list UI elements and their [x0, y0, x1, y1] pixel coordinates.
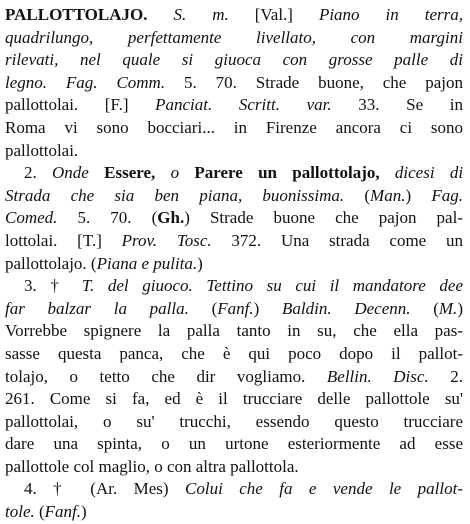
text-run: pallottolai.	[5, 140, 79, 160]
italic-text: quadrilungo, perfettamente livellato, con margini	[5, 27, 463, 47]
entry-line	[5, 27, 463, 50]
text-run: Roma vi sono bocciari... in Firenze ancora ci sono	[5, 117, 463, 137]
italic-text: Strada che sia ben piana, buonissima.	[5, 185, 345, 205]
entry-line	[5, 366, 463, 389]
text-run	[89, 163, 104, 182]
entry-line	[5, 207, 463, 230]
entry-line	[5, 320, 463, 343]
italic-text: dicesi di	[394, 163, 464, 183]
bold-text: Gh.	[157, 208, 185, 228]
italic-text: Man.	[370, 185, 406, 205]
bold-text: Essere,	[104, 163, 156, 183]
entry-line	[5, 230, 463, 253]
italic-text: M.	[438, 298, 458, 318]
text-run: (	[344, 185, 371, 205]
entry-line	[5, 298, 463, 321]
text-run	[147, 5, 173, 24]
italic-text: rilevati, nel quale si giuoca con grosse palle di	[5, 50, 463, 70]
italic-text: T. del giuoco. Tettino su cui il mandatore dee	[81, 276, 463, 296]
text-run: (	[188, 298, 218, 318]
text-run: tolajo, o tetto che dir vogliamo.	[5, 366, 327, 386]
italic-text: S. m.	[173, 5, 229, 24]
text-run: pallottolajo. (	[5, 253, 97, 273]
italic-text: Piano in terra,	[318, 5, 463, 24]
text-run: pallottolai. [F.]	[5, 95, 156, 115]
text-run: pallottole col maglio, o con altra pallottola.	[5, 456, 299, 476]
text-run: )	[405, 185, 432, 205]
text-run: dare una spinta, o un urtone esteriormente ad esse	[5, 434, 463, 454]
text-run: ) Strade buone che pajon pal-	[184, 208, 463, 228]
text-run: )	[457, 298, 463, 318]
text-run: )	[81, 502, 87, 522]
entry-line	[5, 162, 463, 185]
italic-text: Bellin. Disc.	[326, 366, 429, 386]
text-run	[380, 163, 395, 182]
italic-text: legno.	[5, 72, 48, 92]
entry-line	[5, 388, 463, 411]
italic-text: Comed.	[5, 208, 58, 228]
text-run	[155, 163, 170, 182]
entry-line	[5, 117, 463, 140]
entry-line	[5, 140, 463, 163]
entry-line	[5, 253, 463, 276]
text-run: Vorrebbe spignere la palla tanto in su, che ella pas-	[5, 321, 463, 341]
entry-line	[5, 343, 463, 366]
entry-line	[5, 433, 463, 456]
entry-line	[5, 49, 463, 72]
text-run: [Val.]	[228, 5, 319, 24]
entry-line	[5, 478, 463, 501]
text-run: pallottolai, o su' trucchi, essendo questo trucciare	[5, 411, 463, 431]
entry-line	[5, 456, 463, 479]
text-run: 2.	[24, 163, 53, 183]
text-run: 3. †	[24, 276, 82, 296]
italic-text: Baldin. Decenn.	[282, 298, 411, 318]
text-run: )	[253, 298, 283, 318]
text-run: 261. Come si fa, ed è il trucciare delle pallottole su'	[5, 389, 463, 409]
italic-text: Panciat. Scritt. var.	[155, 95, 332, 115]
entry-line	[5, 501, 463, 524]
text-run	[47, 73, 66, 92]
italic-text: o	[170, 163, 180, 183]
text-run: sasse questa panca, che è qui poco dopo il pallot-	[5, 343, 463, 363]
entry-line	[5, 185, 463, 208]
entry-line	[5, 72, 463, 95]
entry-line	[5, 94, 463, 117]
italic-text: Piana e pulita.	[96, 253, 198, 273]
text-run: 5. 70. Strade buone, che pajon	[165, 72, 463, 92]
text-run: 2.	[428, 366, 463, 386]
entry-line	[5, 411, 463, 434]
italic-text: Fanf.	[44, 502, 82, 522]
italic-text: Fanf.	[217, 298, 254, 318]
bold-text: PALLOTTOLAJO.	[5, 5, 148, 24]
italic-text: Prov. Tosc.	[121, 230, 212, 250]
text-run	[179, 163, 194, 182]
entry-line	[5, 275, 463, 298]
text-run: 372. Una strada come un	[211, 230, 463, 250]
text-run: lottolai. [T.]	[5, 230, 122, 250]
entry-line	[5, 4, 463, 27]
italic-text: tole.	[5, 502, 35, 522]
text-run: (	[410, 298, 439, 318]
italic-text: Colui che fa e vende le pallot-	[185, 479, 463, 499]
italic-text: Onde	[52, 163, 89, 183]
text-run: )	[197, 253, 203, 273]
text-run: 5. 70. (	[57, 208, 158, 228]
dictionary-entry-pallottolajo	[5, 4, 463, 524]
text-run: 33. Se in	[331, 95, 463, 115]
text-run: 4. † (Ar. Mes)	[24, 479, 186, 499]
italic-text: Fag. Comm.	[65, 72, 166, 92]
text-run: (	[34, 502, 45, 522]
italic-text: Fag.	[431, 185, 463, 205]
italic-text: far balzar la palla.	[5, 298, 189, 318]
bold-text: Parere un pallottolajo,	[194, 163, 380, 183]
